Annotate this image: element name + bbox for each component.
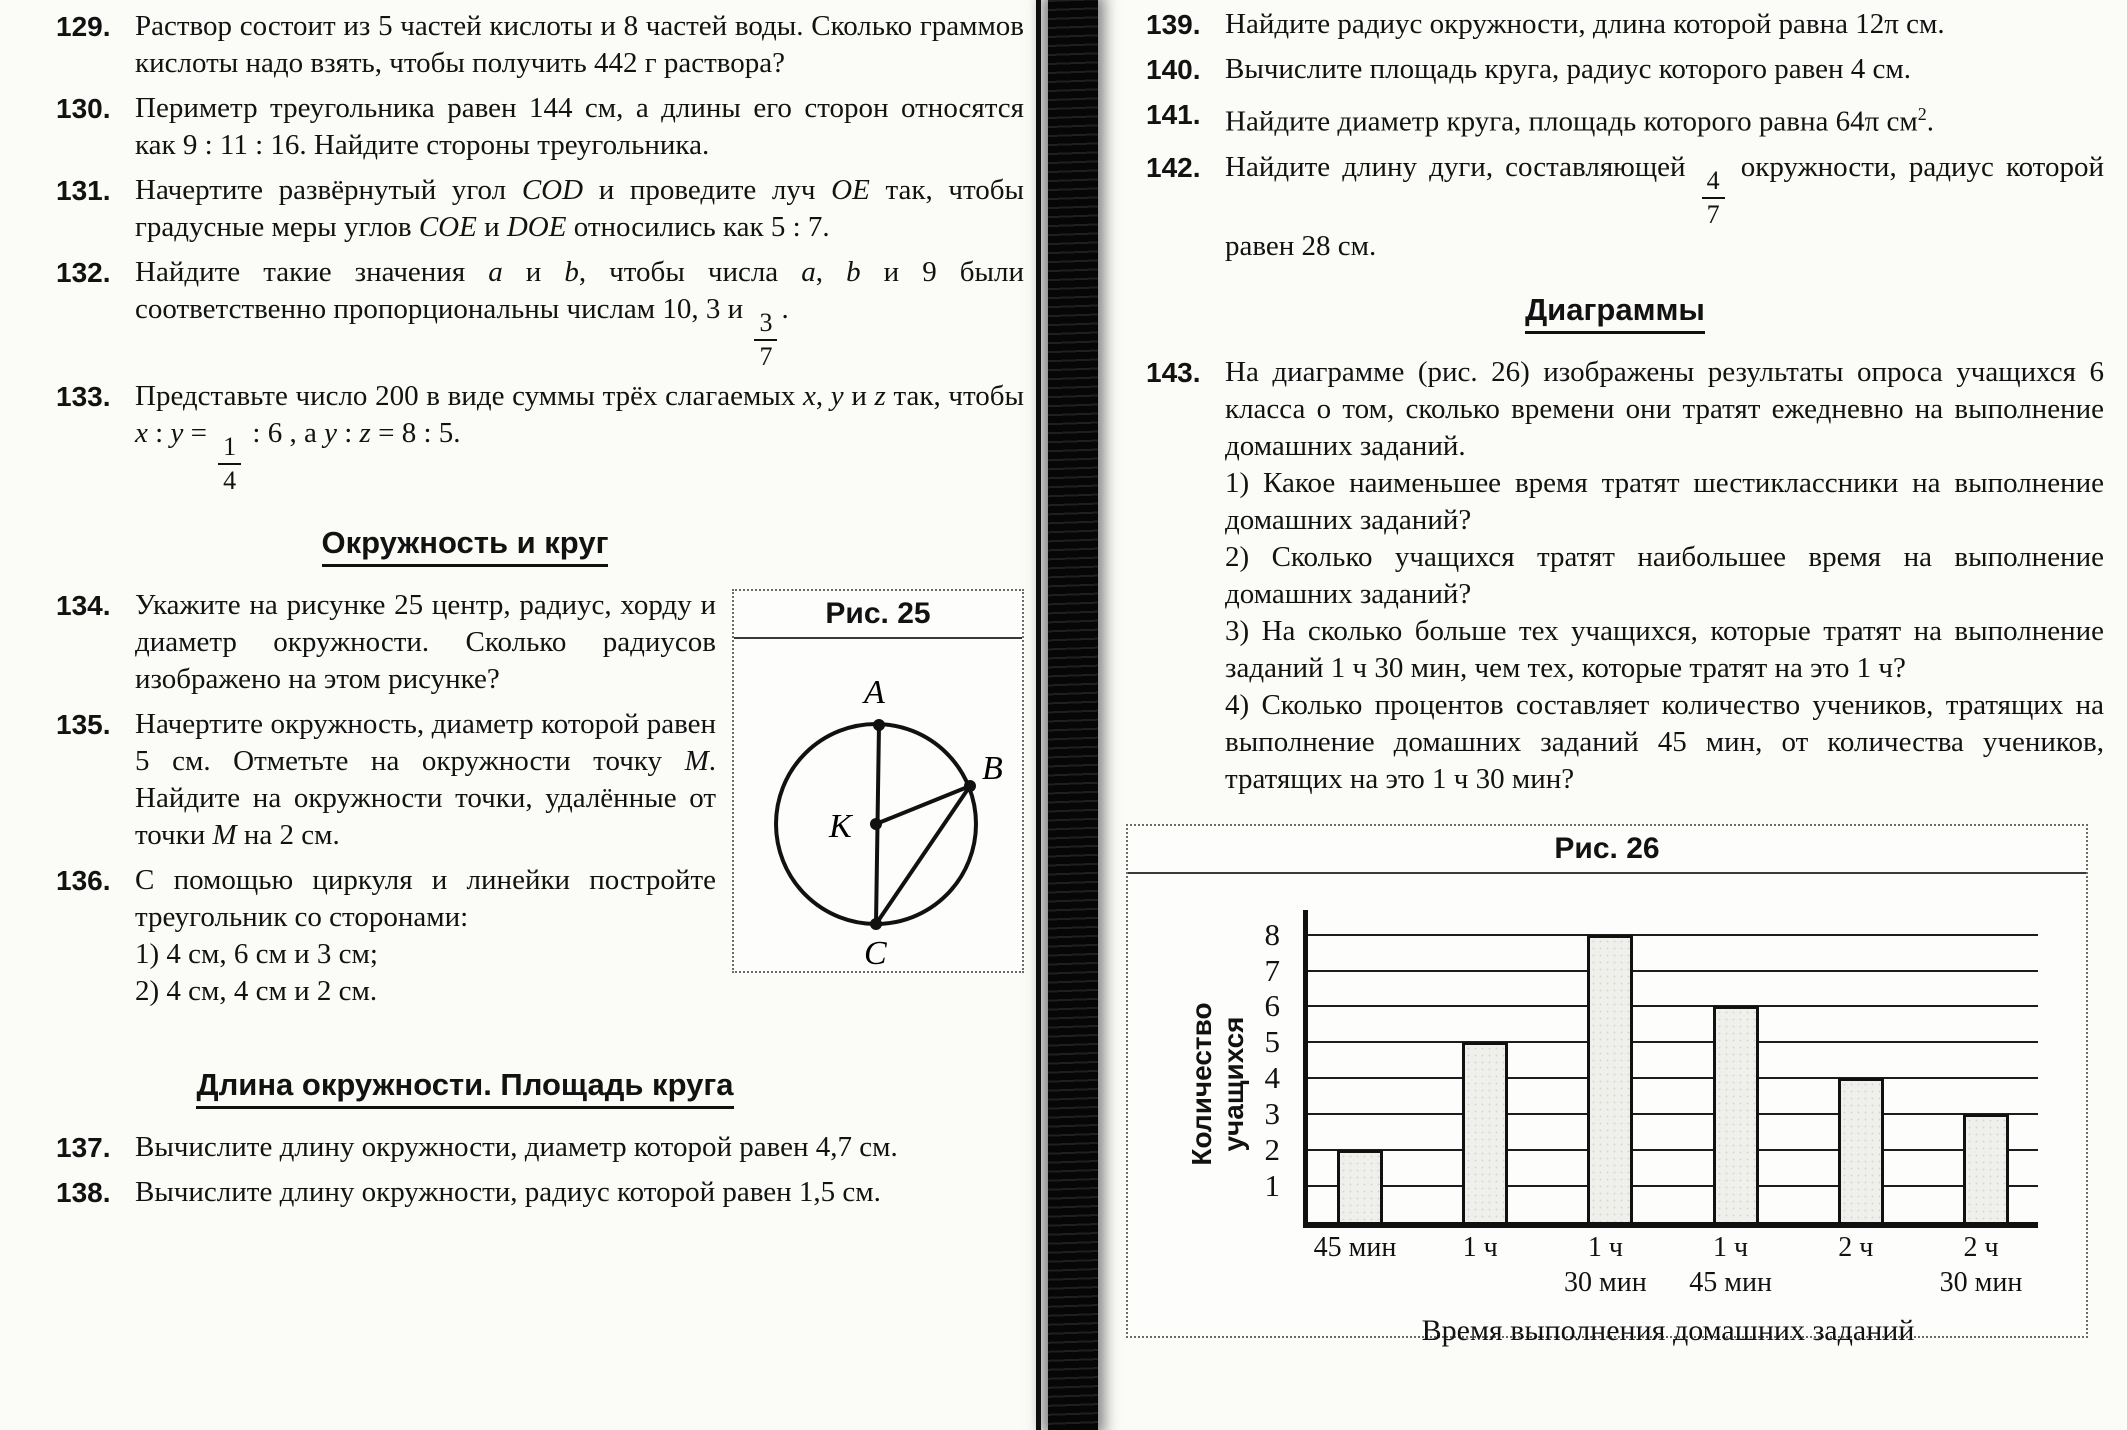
grid-line bbox=[1308, 1185, 2038, 1187]
problem-text bbox=[1225, 51, 2104, 88]
problem-number: 133. bbox=[56, 381, 111, 412]
text-line: 1) Какое наименьшее время тратят шестиклассники на выполнение домашних заданий? bbox=[1225, 466, 2104, 536]
problem-text bbox=[135, 90, 1024, 164]
grid-line bbox=[1308, 970, 2038, 972]
problem-number: 137. bbox=[56, 1132, 111, 1163]
section-header-wrap bbox=[36, 524, 894, 567]
problem-text bbox=[1225, 96, 2104, 141]
point-B bbox=[964, 780, 976, 792]
bar-1 ч 30 мин bbox=[1587, 935, 1633, 1222]
problem-number: 129. bbox=[56, 11, 111, 42]
x-tick-label bbox=[1911, 1230, 2051, 1300]
math-variable: x bbox=[135, 417, 148, 449]
x-tick-label-line: 30 мин bbox=[1939, 1266, 2023, 1298]
x-axis-title: Время выполнения домашних заданий bbox=[1421, 1313, 1915, 1347]
y-tick-label: 3 bbox=[1264, 1096, 1280, 1132]
math-variable: y bbox=[170, 417, 184, 449]
fraction-numerator: 4 bbox=[1706, 165, 1720, 195]
section-title-circle: Окружность и круг bbox=[322, 524, 609, 567]
x-tick-label-line: 1 ч bbox=[1462, 1231, 1498, 1263]
point-A bbox=[873, 719, 885, 731]
problem-text bbox=[135, 172, 1024, 246]
math-variable: z bbox=[359, 417, 371, 449]
x-tick-label-line: 1 ч bbox=[1713, 1231, 1749, 1263]
text-line: Найдите такие значения a и b, чтобы числа a, b и 9 были соответственно пропорциональны числам 10, 3 и $\frac{3}{7}$ . bbox=[135, 256, 1024, 371]
page-gutter-line bbox=[1036, 0, 1041, 1430]
y-tick-label: 5 bbox=[1264, 1024, 1280, 1060]
bar-1 ч 45 мин bbox=[1713, 1006, 1759, 1221]
problem-number: 142. bbox=[1146, 151, 1201, 183]
problem-text bbox=[135, 587, 716, 698]
problem-132 bbox=[36, 254, 1024, 370]
grid-line bbox=[1308, 1113, 2038, 1115]
problem-text bbox=[135, 254, 1024, 370]
grid-line bbox=[1308, 934, 2038, 936]
problem-number: 141. bbox=[1146, 99, 1201, 130]
point-C bbox=[870, 918, 882, 930]
text-line: Представьте число 200 в виде суммы трёх слагаемых x, y и z так, чтобы x : y = $\frac{1}{4}$ : 6 , а y : z = 8 : 5. bbox=[135, 380, 1025, 495]
problem-text bbox=[135, 706, 716, 854]
y-axis-title-line: Количество bbox=[1186, 1002, 1217, 1166]
x-tick-label bbox=[1535, 1230, 1675, 1300]
problem-text bbox=[135, 378, 1024, 494]
x-tick-label bbox=[1786, 1230, 1926, 1265]
problem-141 bbox=[1126, 96, 2104, 141]
text-line: Найдите длину дуги, составляющей $\frac{4}{7}$ окружности, радиус которой равен 28 см. bbox=[1225, 150, 2104, 262]
fraction-denominator: 7 bbox=[1702, 197, 1725, 228]
problem-130 bbox=[36, 90, 1024, 164]
problem-text bbox=[135, 1174, 1024, 1211]
problem-text bbox=[1225, 6, 2104, 43]
math-variable: b bbox=[846, 256, 861, 288]
x-tick-label-line: 2 ч bbox=[1838, 1231, 1874, 1263]
plot-area bbox=[1303, 910, 2038, 1228]
text-line: 1) 4 см, 6 см и 3 см; bbox=[135, 938, 378, 970]
text-line: Найдите радиус окружности, длина которой равна 12π см. bbox=[1225, 8, 1945, 40]
text-line: С помощью циркуля и линейки постройте треугольник со сторонами: bbox=[135, 864, 716, 933]
math-variable: DOE bbox=[506, 211, 567, 243]
math-variable: x bbox=[803, 380, 816, 412]
bar-2 ч bbox=[1838, 1078, 1884, 1221]
text-line: На диаграмме (рис. 26) изображены результаты опроса учащихся 6 класса о том, сколько времени они тратят ежедневно на выполнение домашних заданий. bbox=[1225, 355, 2104, 462]
x-tick-label bbox=[1285, 1230, 1425, 1265]
x-tick-label-line: 30 мин bbox=[1564, 1266, 1647, 1298]
math-variable: y bbox=[830, 380, 844, 412]
problem-number: 143. bbox=[1146, 356, 1201, 388]
problem-number: 135. bbox=[56, 709, 111, 740]
problem-135 bbox=[36, 706, 716, 854]
section-header-wrap bbox=[1126, 291, 2104, 334]
math-variable: y bbox=[324, 417, 337, 449]
problem-143 bbox=[1126, 354, 2104, 798]
bar-chart bbox=[1128, 874, 2086, 1347]
book-binding-shadow bbox=[1048, 0, 1098, 1430]
circle-diagram bbox=[734, 639, 1022, 971]
grid-line bbox=[1308, 1149, 2038, 1151]
figure-26-caption: Рис. 26 bbox=[1128, 826, 2086, 874]
math-variable: M bbox=[212, 819, 237, 851]
problem-number: 138. bbox=[56, 1177, 111, 1208]
text-line: Укажите на рисунке 25 центр, радиус, хорду и диаметр окружности. Сколько радиусов изображено на этом рисунке? bbox=[135, 589, 716, 695]
y-axis-ticks bbox=[1246, 910, 1290, 1222]
grid-line bbox=[1308, 1041, 2038, 1043]
figure-26 bbox=[1126, 824, 2088, 1347]
grid-line bbox=[1308, 1077, 2038, 1079]
fraction-numerator: 1 bbox=[223, 432, 237, 461]
text-line: Периметр треугольника равен 144 см, а длины его сторон относятся как 9 : 11 : 16. Найдите стороны треугольника. bbox=[135, 92, 1024, 161]
fraction-numerator: 3 bbox=[759, 308, 773, 337]
problem-text bbox=[135, 862, 716, 1010]
text-line: 4) Сколько процентов составляет количество учеников, тратящих на выполнение домашних заданий 45 мин, от количества учеников, тратящих на это 1 ч 30 мин? bbox=[1225, 688, 2104, 795]
problem-134 bbox=[36, 587, 716, 698]
text-line: Найдите диаметр круга, площадь которого равна 64π $см^2$. bbox=[1225, 104, 1934, 138]
math-variable: COD bbox=[521, 174, 584, 206]
grid-line bbox=[1308, 1005, 2038, 1007]
text-line: Раствор состоит из 5 частей кислоты и 8 частей воды. Сколько граммов кислоты надо взять, чтобы получить 442 г раствора? bbox=[135, 10, 1024, 79]
y-tick-label: 1 bbox=[1264, 1167, 1280, 1203]
x-tick-label bbox=[1410, 1230, 1550, 1265]
problem-number: 139. bbox=[1146, 9, 1201, 40]
problem-text bbox=[135, 8, 1024, 82]
problem-number: 132. bbox=[56, 257, 111, 288]
section-title-length: Длина окружности. Площадь круга bbox=[196, 1066, 733, 1109]
text-line: Вычислите длину окружности, диаметр которой равен 4,7 см. bbox=[135, 1131, 898, 1163]
label-C: C bbox=[864, 935, 887, 971]
x-tick-label-line: 2 ч bbox=[1963, 1231, 1999, 1263]
problem-129 bbox=[36, 8, 1024, 82]
x-tick-label-line: 45 мин bbox=[1689, 1266, 1772, 1298]
left-column bbox=[36, 8, 1024, 1219]
text-line: 2) Сколько учащихся тратят наибольшее время на выполнение домашних заданий? bbox=[1225, 540, 2104, 610]
y-axis-title-line: учащихся bbox=[1218, 1016, 1249, 1152]
y-tick-label: 6 bbox=[1264, 988, 1280, 1024]
y-tick-label: 4 bbox=[1264, 1060, 1280, 1096]
math-variable: COE bbox=[418, 211, 477, 243]
text-line: Вычислите длину окружности, радиус которой равен 1,5 см. bbox=[135, 1176, 881, 1208]
bar-2 ч 30 мин bbox=[1963, 1114, 2009, 1222]
problem-text bbox=[1225, 354, 2104, 798]
text-line: Вычислите площадь круга, радиус которого равен 4 см. bbox=[1225, 53, 1911, 85]
bar-1 ч bbox=[1462, 1042, 1508, 1221]
problem-number: 134. bbox=[56, 590, 111, 621]
text-line: Начертите развёрнутый угол COD и проведите луч OE так, чтобы градусные меры углов COE и DOE относились как 5 : 7. bbox=[135, 174, 1024, 243]
problem-136 bbox=[36, 862, 716, 1010]
y-tick-label: 2 bbox=[1264, 1131, 1280, 1167]
problem-137 bbox=[36, 1129, 1024, 1166]
problem-131 bbox=[36, 172, 1024, 246]
figure-25-caption: Рис. 25 bbox=[734, 591, 1022, 639]
label-B: B bbox=[982, 750, 1003, 787]
math-variable: OE bbox=[831, 174, 870, 206]
math-variable: b bbox=[564, 256, 579, 288]
x-tick-label bbox=[1661, 1230, 1801, 1300]
problem-139 bbox=[1126, 6, 2104, 43]
math-variable: z bbox=[874, 380, 886, 412]
figure-25 bbox=[732, 589, 1024, 973]
section-header-wrap bbox=[36, 1066, 894, 1109]
problem-text bbox=[1225, 149, 2104, 265]
x-axis-ticks bbox=[1303, 1230, 2033, 1310]
math-variable: a bbox=[488, 256, 503, 288]
problem-text bbox=[135, 1129, 1024, 1166]
section-title-diagrams: Диаграммы bbox=[1525, 291, 1705, 334]
text-line: 2) 4 см, 4 см и 2 см. bbox=[135, 975, 378, 1007]
point-K bbox=[870, 818, 882, 830]
right-column bbox=[1126, 6, 2104, 1347]
label-A: A bbox=[864, 674, 885, 711]
stacked-fraction bbox=[754, 310, 777, 370]
problem-number: 140. bbox=[1146, 54, 1201, 85]
superscript: 2 bbox=[1917, 104, 1927, 124]
fraction-denominator: 7 bbox=[754, 339, 777, 370]
stacked-fraction bbox=[1702, 165, 1725, 229]
text-line: 3) На сколько больше тех учащихся, которые тратят на выполнение заданий 1 ч 30 мин, чем тех, которые тратят на это 1 ч? bbox=[1225, 614, 2104, 684]
problem-133 bbox=[36, 378, 1024, 494]
math-variable: a bbox=[801, 256, 816, 288]
x-tick-label-line: 45 мин bbox=[1313, 1231, 1397, 1263]
problem-number: 136. bbox=[56, 865, 111, 896]
math-variable: M bbox=[684, 745, 709, 777]
problem-number: 130. bbox=[56, 93, 111, 124]
y-tick-label: 7 bbox=[1264, 952, 1280, 988]
x-tick-label-line: 1 ч bbox=[1587, 1231, 1623, 1263]
fraction-denominator: 4 bbox=[218, 463, 241, 494]
bar-45 мин bbox=[1337, 1150, 1383, 1222]
problem-number: 131. bbox=[56, 175, 111, 206]
problem-140 bbox=[1126, 51, 2104, 88]
problem-138 bbox=[36, 1174, 1024, 1211]
label-K: K bbox=[829, 808, 852, 845]
text-line: Начертите окружность, диаметр которой равен 5 см. Отметьте на окружности точку M. Найдите на окружности точки, удалённые от точки M на 2 см. bbox=[135, 708, 716, 851]
y-tick-label: 8 bbox=[1264, 916, 1280, 952]
problem-142 bbox=[1126, 149, 2104, 265]
stacked-fraction bbox=[218, 434, 241, 494]
